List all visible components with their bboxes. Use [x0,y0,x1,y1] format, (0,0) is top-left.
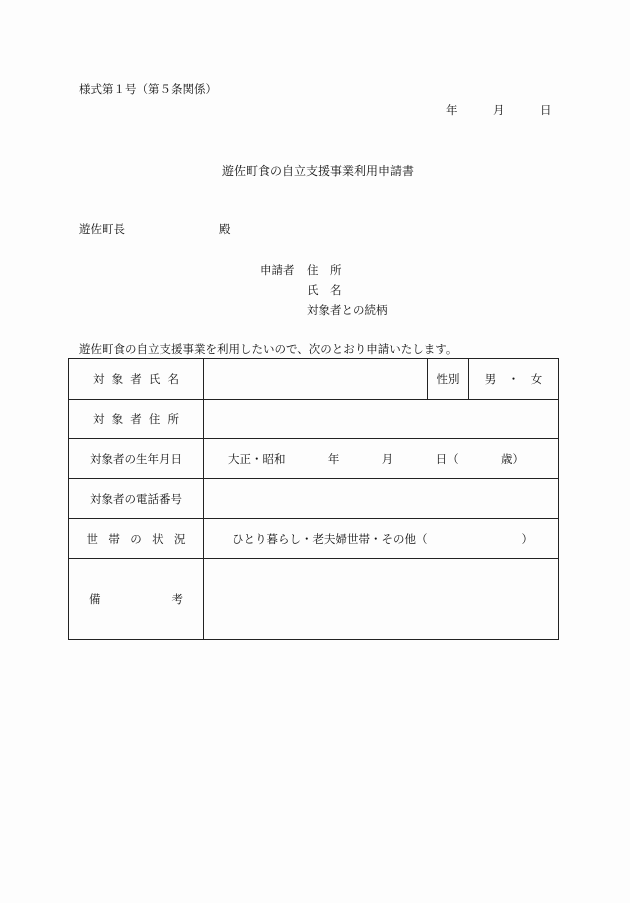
household-label: 世帯の状況 [86,531,196,546]
document-title: 遊佐町食の自立支援事業利用申請書 [222,164,415,178]
table-row-household [69,519,559,559]
gender-label: 性別 [428,359,469,400]
household-close: ） [521,531,533,546]
date-day-label: 日 [540,103,552,117]
table-row-phone [69,479,559,519]
dob-field[interactable] [204,439,559,479]
target-address-label: 対象者住所 [92,412,187,426]
date-month-label: 月 [493,103,505,117]
household-field[interactable] [204,519,559,559]
addressee-honorific: 殿 [219,222,231,236]
table-row-dob [69,439,559,479]
dob-label: 対象者の生年月日 [69,439,204,479]
gender-options[interactable]: 男 ・ 女 [469,359,559,400]
target-name-label-cell [69,359,204,400]
table-row-target-address [69,400,559,439]
applicant-role: 申請者 [260,263,295,277]
table-row-remarks [69,559,559,640]
remarks-label-cell [69,559,204,640]
phone-field[interactable] [204,479,559,519]
application-table [68,358,559,640]
dob-age: 歳） [501,451,524,466]
addressee-name: 遊佐町長 [79,222,125,236]
applicant-relationship-label: 対象者との続柄 [307,303,388,317]
applicant-address-label: 住 所 [307,263,342,277]
target-name-field[interactable] [204,359,428,400]
applicant-name-label: 氏 名 [307,283,342,297]
remarks-field[interactable] [204,559,559,640]
target-address-field[interactable] [204,400,559,439]
dob-year: 年 [327,451,340,466]
dob-month: 月 [381,451,394,466]
intro-text: 遊佐町食の自立支援事業を利用したいので、次のとおり申請いたします。 [79,342,458,356]
remarks-label-first: 備 [89,592,101,606]
form-number: 様式第１号（第５条関係） [79,82,217,96]
dob-era: 大正・昭和 [228,451,286,466]
target-address-label-cell [69,400,204,439]
table-row-target-name [69,359,559,400]
phone-label: 対象者の電話番号 [69,479,204,519]
household-options: ひとり暮らし・老夫婦世帯・その他（ [232,531,428,546]
dob-day: 日（ [435,451,459,466]
target-name-label: 対象者氏名 [92,372,187,386]
remarks-label-second: 考 [171,592,183,606]
household-label-cell [69,519,204,559]
date-year-label: 年 [446,103,458,117]
